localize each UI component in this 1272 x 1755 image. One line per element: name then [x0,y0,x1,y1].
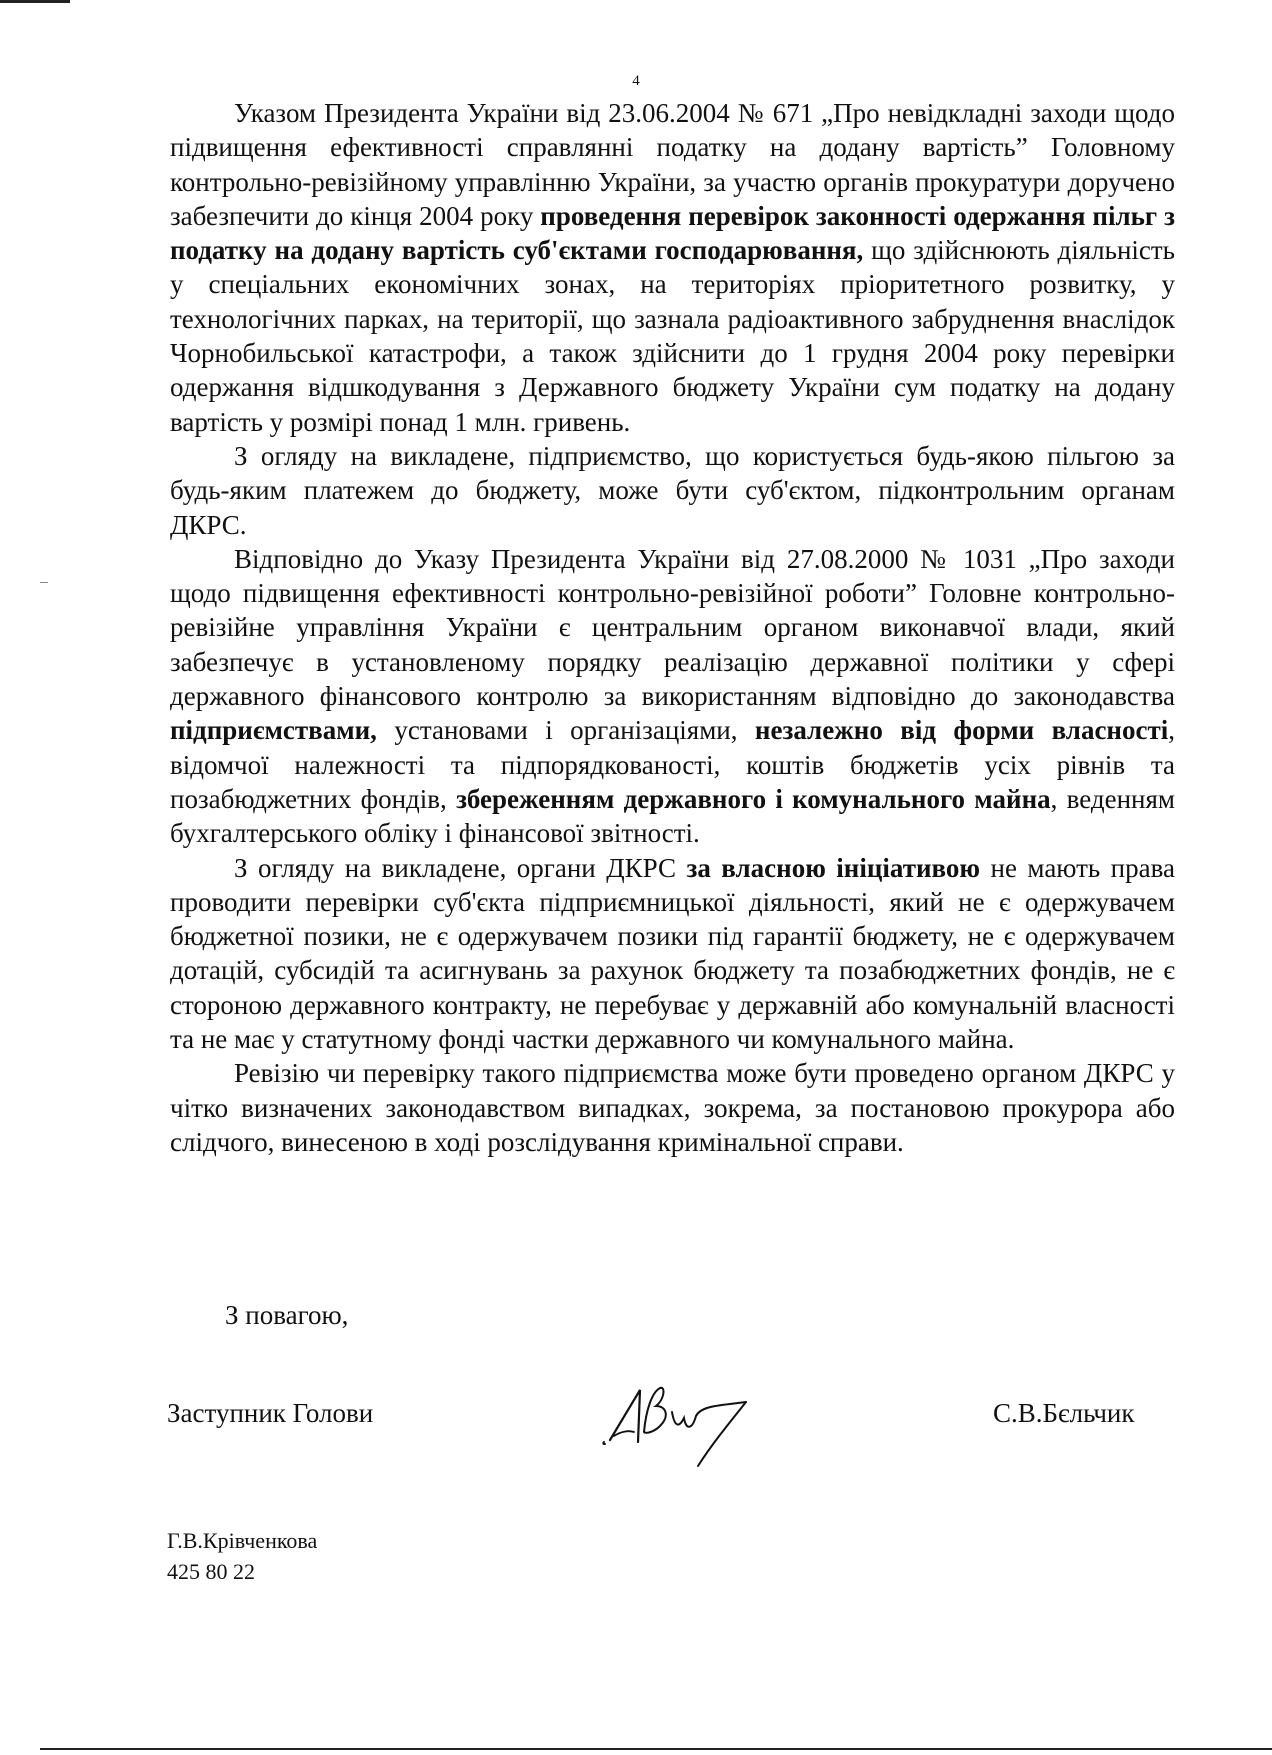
scan-speck [40,582,48,583]
letter-body [170,96,1175,1159]
executor-phone: 425 80 22 [167,1559,255,1584]
paragraph-text: З огляду на викладене, органи ДКРС [234,852,687,883]
signatory-title: Заступник Голови [167,1398,374,1428]
handwritten-signature [600,1370,770,1470]
paragraph-text: , веденням бухгалтерського обліку і фінансової звітності. [170,783,1175,849]
emphasized-text: проведення перевірок законності одержання пільг з податку на додану вартість суб'єктами господарювання, [170,200,1175,266]
emphasized-text: підприємствами, [170,715,377,746]
paragraph-5 [170,1056,1175,1159]
paragraph-text: Ревізію чи перевірку такого підприємства може бути проведено органом ДКРС у чітко визначених законодавством випадках, зокрема, за постановою прокурора або слідчого, винесеною в ході розслідування кримінальної справи. [170,1058,1175,1157]
emphasized-text: незалежно від форми власності [754,715,1169,746]
paragraph-text: Відповідно до Указу Президента України від 27.08.2000 № 1031 „Про заходи щодо підвищення ефективності контрольно-ревізійної роботи” Головне контрольно-ревізійне управління України є центральним органом виконавчої влади, який забезпечує в установленому порядку реалізацію державної політики у сфері державного фінансового контролю за використанням відповідно до законодавства [170,543,1175,712]
emphasized-text: за власною ініціативою [686,852,981,883]
paragraph-text: установами і організаціями, [376,715,755,746]
paragraph-1 [170,96,1175,439]
emphasized-text: збереженням державного і комунального майна [456,783,1051,814]
scan-edge-mark [0,0,70,3]
closing-salutation: З повагою, [225,1300,349,1330]
paragraph-4 [170,851,1175,1057]
paragraph-2 [170,439,1175,542]
scan-bottom-edge [40,1748,1272,1750]
signatory-name: С.В.Бєльчик [993,1398,1135,1428]
paragraph-text: , відомчої належності та підпорядкованості, коштів бюджетів усіх рівнів та позабюджетних фондів, [170,715,1175,814]
paragraph-text: Указом Президента України від 23.06.2004 № 671 „Про невідкладні заходи щодо підвищення ефективності справлянні податку на додану вартість” Головному контрольно-ревізійному управлінню України, за участю органів прокуратури доручено забезпечити до кінця 2004 року [170,98,1175,231]
paragraph-text: не мають права проводити перевірки суб'єкта підприємницької діяльності, який не є одержувачем бюджетної позики, не є одержувачем позики під гарантії бюджету, не є одержувачем дотацій, субсидій та асигнувань за рахунок бюджету та позабюджетних фондів, не є стороною державного контракту, не перебуває у державній або комунальній власності та не має у статутному фонді частки державного чи комунального майна. [170,852,1175,1055]
executor-name: Г.В.Крівченкова [167,1528,318,1553]
paragraph-3 [170,542,1175,851]
page-number: 4 [632,73,640,89]
paragraph-text: що здійснюють діяльність у спеціальних економічних зонах, на територіях пріоритетного розвитку, у технологічних парках, на території, що зазнала радіоактивного забруднення внаслідок Чорнобильської катастрофи, а також здійснити до 1 грудня 2004 року перевірки одержання відшкодування з Державного бюджету України сум податку на додану вартість у розмірі понад 1 млн. гривень. [170,235,1175,437]
executor-block [167,1525,317,1587]
paragraph-text: З огляду на викладене, підприємство, що користується будь-якою пільгою за будь-яким платежем до бюджету, може бути суб'єктом, підконтрольним органам ДКРС. [170,440,1175,540]
